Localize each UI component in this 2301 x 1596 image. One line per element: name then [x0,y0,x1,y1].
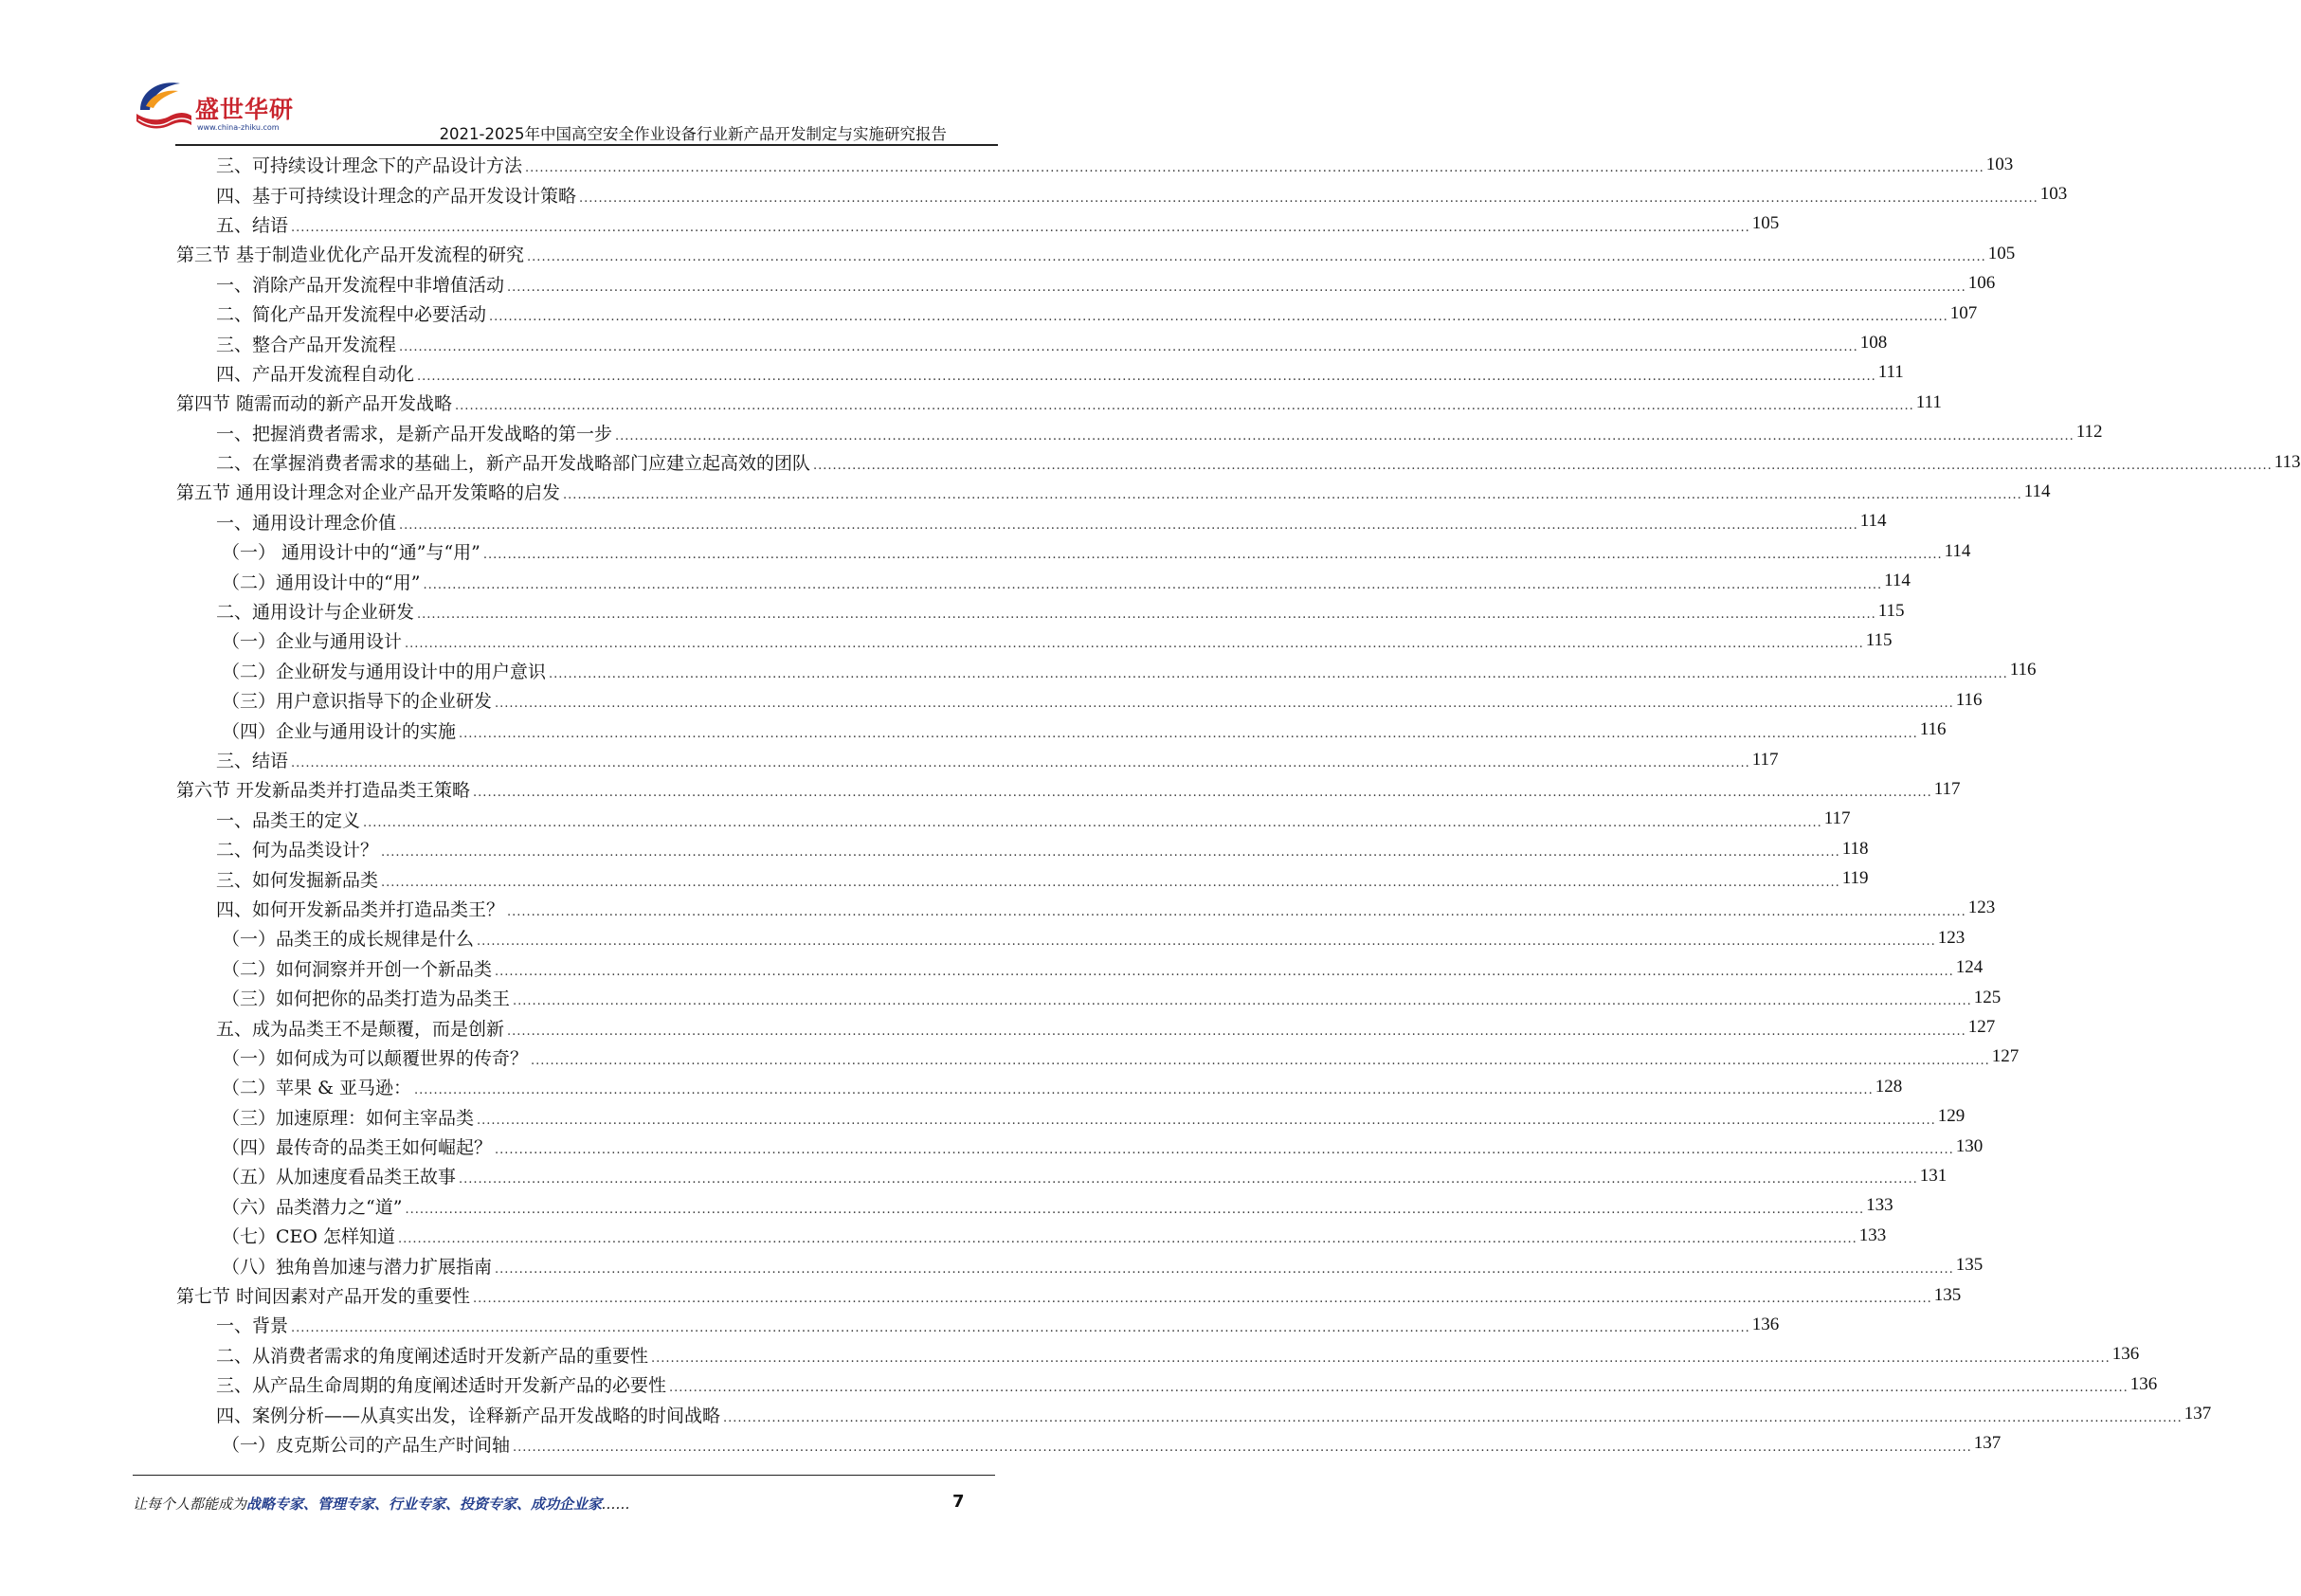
toc-entry[interactable] [216,596,1905,626]
toc-entry[interactable] [222,626,1893,655]
toc-dot-leader: ............................................................................................................................................................................................................................................................................................................ [482,548,1943,563]
footer-slogan-prefix: 让每个人都能成为 [133,1496,247,1513]
toc-dot-leader: ............................................................................................................................................................................................................................................................................................................ [507,1024,1966,1039]
toc-entry[interactable] [222,536,1971,566]
toc-entry-title: 第四节 随需而动的新产品开发战略 [176,393,453,415]
toc-entry-page: 129 [1937,1106,1966,1127]
toc-dot-leader: ............................................................................................................................................................................................................................................................................................................ [579,190,2038,206]
toc-entry[interactable] [216,894,1996,923]
toc-dot-leader: ............................................................................................................................................................................................................................................................................................................ [495,964,1954,979]
toc-entry[interactable] [222,715,1947,744]
toc-dot-leader: ............................................................................................................................................................................................................................................................................................................ [381,875,1840,890]
toc-dot-leader: ............................................................................................................................................................................................................................................................................................................ [513,994,1972,1009]
toc-entry-title: 五、成为品类王不是颠覆，而是创新 [216,1018,505,1040]
logo-emblem-icon [133,78,195,136]
toc-entry-page: 114 [1944,540,1971,561]
toc-entry-title: 一、把握消费者需求，是新产品开发战略的第一步 [216,423,613,444]
toc-entry-title: （二）苹果 & 亚马逊： [222,1078,411,1099]
toc-entry-page: 131 [1919,1165,1948,1186]
toc-entry-title: 四、案例分析——从真实出发，诠释新产品开发战略的时间战略 [216,1405,721,1426]
toc-dot-leader: ............................................................................................................................................................................................................................................................................................................ [398,1232,1857,1247]
toc-entry[interactable] [176,239,2016,268]
toc-entry-title: （一）企业与通用设计 [222,631,403,653]
toc-dot-leader: ............................................................................................................................................................................................................................................................................................................ [531,1053,1990,1068]
footer-slogan [133,1494,630,1514]
toc-entry-title: 二、通用设计与企业研发 [216,602,415,624]
toc-entry-title: （七）CEO 怎样知道 [222,1226,396,1248]
toc-entry[interactable] [216,179,2068,209]
toc-entry-title: 三、结语 [216,751,289,771]
toc-entry-title: 三、如何发掘新品类 [216,869,379,891]
toc-entry-page: 133 [1866,1195,1893,1216]
toc-entry-title: （三）加速原理：如何主宰品类 [222,1107,475,1129]
toc-entry[interactable] [222,953,1984,983]
toc-dot-leader: ............................................................................................................................................................................................................................................................................................................ [669,1381,2129,1396]
toc-entry[interactable] [176,477,2051,506]
toc-dot-leader: ............................................................................................................................................................................................................................................................................................................ [477,1113,1936,1128]
toc-entry-title: （二）通用设计中的“用” [222,571,421,593]
toc-entry[interactable] [222,1250,1984,1279]
toc-entry-page: 111 [1915,391,1942,412]
toc-dot-leader: ............................................................................................................................................................................................................................................................................................................ [455,399,1914,414]
toc-dot-leader: ............................................................................................................................................................................................................................................................................................................ [477,934,1936,950]
toc-entry[interactable] [216,269,1996,299]
toc-entry-page: 137 [2183,1404,2212,1424]
toc-entry-page: 127 [1991,1046,2020,1067]
toc-entry-page: 107 [1949,302,1978,323]
toc-dot-leader: ............................................................................................................................................................................................................................................................................................................ [507,904,1966,919]
brand-name: 盛世华研 [195,96,295,123]
toc-dot-leader: ............................................................................................................................................................................................................................................................................................................ [495,697,1954,712]
toc-entry-page: 116 [2009,660,2037,680]
toc-dot-leader: ............................................................................................................................................................................................................................................................................................................ [363,815,1822,830]
toc-entry-title: （三）用户意识指导下的企业研发 [222,691,493,713]
toc-entry[interactable] [216,1369,2158,1399]
toc-dot-leader: ............................................................................................................................................................................................................................................................................................................ [723,1410,2183,1425]
toc-dot-leader: ............................................................................................................................................................................................................................................................................................................ [381,845,1840,861]
toc-entry[interactable] [222,923,1966,952]
toc-entry[interactable] [216,1012,1996,1042]
toc-entry-page: 136 [2111,1344,2140,1365]
toc-entry-page: 117 [1933,778,1961,799]
toc-dot-leader: ............................................................................................................................................................................................................................................................................................................ [399,517,1858,533]
toc-entry[interactable] [216,834,1869,863]
toc-entry-page: 103 [2039,184,2068,205]
toc-entry-title: 二、简化产品开发流程中必要活动 [216,304,487,326]
toc-entry[interactable] [222,1161,1948,1190]
toc-entry-page: 125 [1973,987,2002,1007]
toc-entry-page: 124 [1955,957,1984,978]
toc-entry-page: 117 [1751,749,1779,770]
toc-entry-page: 133 [1858,1224,1887,1245]
toc-entry[interactable] [216,1340,2140,1369]
report-title: 2021-2025年中国高空安全作业设备行业新产品开发制定与实施研究报告 [439,125,947,143]
company-logo [133,78,294,144]
toc-entry[interactable] [222,1102,1966,1132]
toc-entry[interactable] [176,774,1961,804]
toc-entry-page: 135 [1955,1255,1984,1276]
toc-entry-title: 三、整合产品开发流程 [216,334,397,355]
toc-entry-page: 113 [2274,451,2301,472]
toc-entry-page: 118 [1841,838,1869,859]
toc-entry-page: 128 [1875,1076,1903,1097]
toc-entry-page: 115 [1877,600,1905,621]
toc-entry-title: 一、通用设计理念价值 [216,512,397,534]
toc-entry-title: 四、基于可持续设计理念的产品开发设计策略 [216,185,577,207]
toc-entry[interactable] [222,1132,1984,1161]
header-divider [175,144,998,146]
toc-entry[interactable] [216,745,1779,774]
toc-entry-title: 三、从产品生命周期的角度阐述适时开发新产品的必要性 [216,1375,667,1397]
toc-entry[interactable] [222,1221,1887,1250]
toc-entry[interactable] [222,1191,1893,1221]
toc-entry[interactable] [176,388,1942,417]
toc-dot-leader: ............................................................................................................................................................................................................................................................................................................ [513,1440,1972,1455]
toc-entry-page: 106 [1967,273,1996,294]
toc-entry[interactable] [216,299,1978,328]
toc-entry[interactable] [222,685,1983,715]
toc-entry-title: （四）最传奇的品类王如何崛起？ [222,1137,493,1159]
toc-entry-title: 三、可持续设计理念下的产品设计方法 [216,155,523,177]
toc-dot-leader: ............................................................................................................................................................................................................................................................................................................ [549,666,2008,681]
page-number: 7 [952,1492,965,1512]
toc-dot-leader: ............................................................................................................................................................................................................................................................................................................ [525,161,1984,176]
toc-dot-leader: ............................................................................................................................................................................................................................................................................................................ [291,220,1750,235]
toc-entry-title: （二）企业研发与通用设计中的用户意识 [222,661,547,682]
toc-entry-title: 第五节 通用设计理念对企业产品开发策略的启发 [176,482,561,504]
toc-entry[interactable] [222,1429,2002,1459]
toc-entry-title: 二、在掌握消费者需求的基础上，新产品开发战略部门应建立起高效的团队 [216,453,811,475]
toc-entry-title: 第七节 时间因素对产品开发的重要性 [176,1286,471,1308]
toc-entry-title: 二、从消费者需求的角度阐述适时开发新产品的重要性 [216,1345,649,1367]
toc-entry-title: （一） 通用设计中的“通”与“用” [222,542,480,564]
toc-entry-page: 135 [1933,1284,1962,1305]
toc-entry-page: 112 [2075,422,2103,443]
toc-entry-page: 116 [1955,689,1983,710]
toc-entry[interactable] [216,209,1780,239]
toc-dot-leader: ............................................................................................................................................................................................................................................................................................................ [563,488,2022,503]
toc-entry-page: 136 [1751,1314,1780,1334]
brand-url: www.china-zhiku.com [197,123,280,132]
toc-entry[interactable] [216,447,2301,477]
toc-entry[interactable] [216,507,1887,536]
page-header [0,0,1129,152]
toc-entry[interactable] [216,328,1888,357]
toc-entry[interactable] [216,150,2014,179]
toc-entry-page: 137 [1973,1433,2002,1454]
toc-entry-page: 108 [1859,333,1888,354]
toc-entry[interactable] [216,418,2103,447]
toc-entry-title: 四、产品开发流程自动化 [216,363,415,385]
toc-dot-leader: ............................................................................................................................................................................................................................................................................................................ [423,577,1883,592]
toc-entry[interactable] [216,1310,1780,1339]
toc-entry-page: 114 [1884,571,1911,591]
toc-entry[interactable] [222,1072,1903,1101]
toc-entry[interactable] [222,1043,2020,1072]
table-of-contents [0,150,2301,1459]
toc-entry-title: 一、品类王的定义 [216,809,361,831]
toc-entry-title: （六）品类潜力之“道” [222,1196,403,1218]
toc-dot-leader: ............................................................................................................................................................................................................................................................................................................ [414,1083,1874,1098]
toc-entry-title: 一、背景 [216,1315,289,1337]
toc-entry-page: 103 [1985,154,2014,174]
toc-entry-title: （四）企业与通用设计的实施 [222,720,457,742]
toc-dot-leader: ............................................................................................................................................................................................................................................................................................................ [473,1292,1932,1307]
toc-entry-title: 五、结语 [216,214,289,236]
toc-entry[interactable] [216,863,1869,893]
toc-dot-leader: ............................................................................................................................................................................................................................................................................................................ [459,726,1918,741]
footer-divider [133,1475,995,1476]
footer-slogan-suffix: …… [602,1496,631,1513]
toc-entry[interactable] [222,983,2002,1012]
toc-entry-page: 127 [1967,1017,1996,1038]
toc-entry-title: （二）如何洞察并开创一个新品类 [222,958,493,980]
toc-dot-leader: ............................................................................................................................................................................................................................................................................................................ [417,608,1876,623]
toc-entry-page: 117 [1823,808,1851,829]
toc-dot-leader: ............................................................................................................................................................................................................................................................................................................ [527,250,1986,265]
toc-dot-leader: ............................................................................................................................................................................................................................................................................................................ [399,339,1858,354]
toc-dot-leader: ............................................................................................................................................................................................................................................................................................................ [417,369,1876,384]
toc-dot-leader: ............................................................................................................................................................................................................................................................................................................ [495,1261,1954,1277]
toc-entry[interactable] [222,656,2037,685]
toc-dot-leader: ............................................................................................................................................................................................................................................................................................................ [495,1143,1954,1158]
toc-entry-title: 二、何为品类设计？ [216,840,379,861]
toc-entry-page: 114 [2023,481,2051,501]
toc-entry-title: （八）独角兽加速与潜力扩展指南 [222,1256,493,1278]
toc-entry-page: 114 [1859,511,1887,532]
toc-entry[interactable] [222,566,1911,595]
toc-dot-leader: ............................................................................................................................................................................................................................................................................................................ [651,1351,2111,1366]
toc-dot-leader: ............................................................................................................................................................................................................................................................................................................ [489,310,1948,325]
toc-entry-page: 136 [2129,1373,2158,1394]
toc-entry-title: （三）如何把你的品类打造为品类王 [222,988,511,1010]
toc-entry-page: 123 [1937,927,1966,948]
toc-dot-leader: ............................................................................................................................................................................................................................................................................................................ [291,1321,1750,1336]
toc-entry-page: 105 [1751,213,1780,234]
toc-dot-leader: ............................................................................................................................................................................................................................................................................................................ [405,637,1864,652]
toc-entry-page: 123 [1967,898,1996,918]
toc-dot-leader: ............................................................................................................................................................................................................................................................................................................ [405,1202,1865,1217]
toc-dot-leader: ............................................................................................................................................................................................................................................................................................................ [459,1172,1918,1188]
toc-dot-leader: ............................................................................................................................................................................................................................................................................................................ [615,428,2075,444]
toc-entry-title: （一）如何成为可以颠覆世界的传奇？ [222,1047,529,1069]
toc-entry-page: 119 [1841,868,1869,889]
toc-entry-page: 130 [1955,1135,1984,1156]
toc-entry[interactable] [216,358,1904,388]
toc-entry[interactable] [216,1399,2212,1428]
toc-entry-page: 111 [1877,362,1904,383]
toc-entry-title: 第六节 开发新品类并打造品类王策略 [176,780,471,802]
toc-entry[interactable] [216,805,1851,834]
toc-entry-title: 一、消除产品开发流程中非增值活动 [216,274,505,296]
toc-dot-leader: ............................................................................................................................................................................................................................................................................................................ [813,459,2273,474]
toc-entry-title: 四、如何开发新品类并打造品类王？ [216,898,505,920]
toc-dot-leader: ............................................................................................................................................................................................................................................................................................................ [507,280,1966,295]
toc-entry-title: 第三节 基于制造业优化产品开发流程的研究 [176,245,525,266]
toc-dot-leader: ............................................................................................................................................................................................................................................................................................................ [291,756,1750,771]
toc-entry-title: （一）品类王的成长规律是什么 [222,929,475,951]
toc-entry[interactable] [176,1280,1962,1310]
toc-entry-page: 115 [1865,629,1893,650]
toc-entry-page: 116 [1919,719,1947,740]
toc-dot-leader: ............................................................................................................................................................................................................................................................................................................ [473,786,1932,801]
toc-entry-title: （一）皮克斯公司的产品生产时间轴 [222,1434,511,1456]
footer-slogan-highlight: 战略专家、管理专家、行业专家、投资专家、成功企业家 [246,1496,603,1513]
toc-entry-page: 105 [1987,243,2016,263]
toc-entry-title: （五）从加速度看品类王故事 [222,1167,457,1188]
